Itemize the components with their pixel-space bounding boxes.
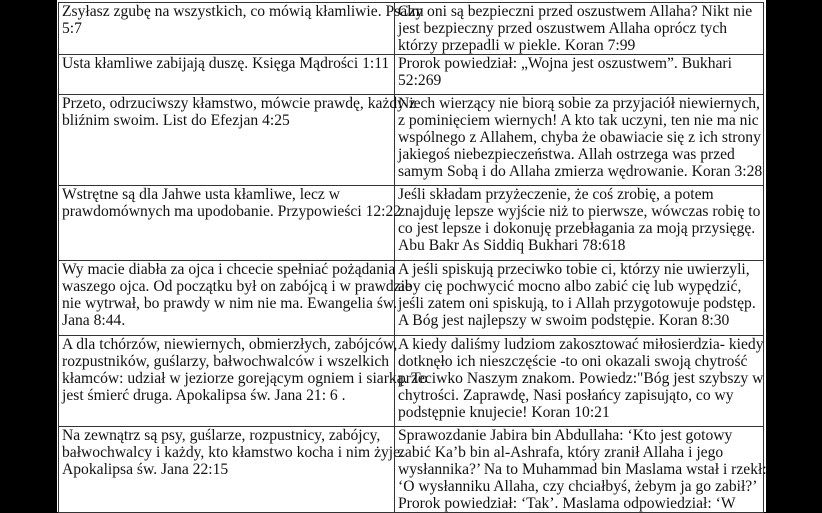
text-line: którzy przepadli w piekle. Koran 7:99 xyxy=(398,37,636,54)
text-line: samym Sobą i do Allaha zmierza wędrowanie. Koran 3:28 xyxy=(398,163,763,180)
text-line: Abu Bakr As Siddiq Bukhari 78:618 xyxy=(398,237,626,254)
text-line: kłamców: udział w jeziorze gorejącym ogniem i siarką. To xyxy=(62,370,428,387)
table-row xyxy=(59,55,764,95)
text-line: chytrości. Zaprawdę, Nasi posłańcy zapisująto, co wy xyxy=(398,387,734,404)
quran-quote-cell xyxy=(395,427,767,513)
text-line: nie wytrwał, bo prawdy w nim nie ma. Ewangelia św. xyxy=(62,295,398,312)
text-line: bałwochwalcy i każdy, kto kłamstwo kocha i nim żyje. xyxy=(62,444,404,461)
text-line: A dla tchórzów, niewiernych, obmierzłych, zabójców, xyxy=(62,336,398,353)
text-line: zabić Ka’b bin al-Ashrafa, który zranił Allaha i jego xyxy=(398,444,724,461)
text-line: Prorok powiedział: „Wojna jest oszustwem”. Bukhari xyxy=(398,55,732,72)
table-row xyxy=(59,95,764,186)
text-line: 5:7 xyxy=(62,20,82,37)
text-line: Prorok powiedział: ‘Tak’. Maslama odpowiedział: ‘W xyxy=(398,495,736,512)
quran-quote-cell xyxy=(395,336,764,427)
bible-quote-cell xyxy=(59,427,404,513)
text-line: dotknęło ich nieszczęście -to oni okazali swoją chytrość xyxy=(398,353,748,370)
text-line: Wy macie diabła za ojca i chcecie spełniać pożądania xyxy=(62,261,396,278)
table-row xyxy=(59,186,764,261)
text-line: prawdomównych ma upodobanie. Przypowieści 12:22 xyxy=(62,203,402,220)
text-line: rozpustników, guślarzy, bałwochwalców i wszelkich xyxy=(62,353,390,370)
text-line: Przeto, odrzuciwszy kłamstwo, mówcie prawdę, każdy z xyxy=(62,95,416,112)
text-line: Sprawozdanie Jabira bin Abdullaha: ‘Kto jest gotowy xyxy=(398,427,733,444)
quran-quote-cell xyxy=(395,95,764,186)
text-line: Jeśli składam przyżeczenie, że coś zrobię, a potem xyxy=(398,186,714,203)
text-line: bliźnim swoim. List do Efezjan 4:25 xyxy=(62,112,290,129)
text-line: jest śmierć druga. Apokalipsa św. Jana 21: 6 . xyxy=(62,387,346,404)
text-line: Zsyłasz zgubę na wszystkich, co mówią kłamliwie. Psalm xyxy=(62,3,424,20)
text-line: A Bóg jest najlepszy w swoim podstępie. Koran 8:30 xyxy=(398,312,730,329)
text-line: Niech wierzący nie biorą sobie za przyjaciół niewiernych, xyxy=(398,95,760,112)
text-line: podstępnie knujecie! Koran 10:21 xyxy=(398,404,610,421)
text-line: waszego ojca. Od początku był on zabójcą i w prawdzie xyxy=(62,278,412,295)
text-line: przeciwko Naszym znakom. Powiedz:"Bóg jest szybszy w xyxy=(398,370,764,387)
quran-quote-cell xyxy=(395,261,764,336)
text-line: ‘O wysłanniku Allaha, czy chciałbyś, żebym ja go zabił?’ xyxy=(398,478,758,495)
text-line: Wstrętne są dla Jahwe usta kłamliwe, lecz w xyxy=(62,186,340,203)
bible-quote-cell xyxy=(59,186,402,261)
table-row xyxy=(59,3,764,55)
text-line: jest bezpieczny przed oszustwem Allaha oprócz tych xyxy=(398,20,728,37)
bible-quote-cell xyxy=(59,3,424,55)
text-line: A kiedy daliśmy ludziom zakosztować miłosierdzia- kiedy xyxy=(398,336,764,353)
table-row xyxy=(59,261,764,336)
comparison-table xyxy=(58,2,767,513)
text-line: wspólnego z Allahem, chyba że obawiacie się z ich strony xyxy=(398,129,761,146)
bible-quote-cell xyxy=(59,55,395,95)
bible-quote-cell xyxy=(59,261,412,336)
text-line: Czy oni są bezpieczni przed oszustwem Allaha? Nikt nie xyxy=(398,3,753,20)
text-line: Na zewnątrz są psy, guślarze, rozpustnicy, zabójcy, xyxy=(62,427,381,444)
bible-quote-cell xyxy=(59,336,428,427)
text-line: aby cię pochwycić mocno albo zabić cię lub wypędzić, xyxy=(398,278,742,295)
text-line: A jeśli spiskują przeciwko tobie ci, którzy nie uwierzyli, xyxy=(398,261,750,278)
document-page xyxy=(57,0,766,512)
text-line: Usta kłamliwe zabijają duszę. Księga Mądrości 1:11 xyxy=(62,55,390,72)
text-line: znajduję lepsze wyjście niż to pierwsze, wówczas robię to xyxy=(398,203,761,220)
text-line: Jana 8:44. xyxy=(62,312,126,329)
text-line: jakiegoś niebezpieczeństwa. Allah ostrzega was przed xyxy=(398,146,735,163)
quran-quote-cell xyxy=(395,186,764,261)
text-line: 52:269 xyxy=(398,72,442,89)
text-line: wysłannika?’ Na to Muhammad bin Maslama wstał i rzekł: xyxy=(398,461,767,478)
text-line: Apokalipsa św. Jana 22:15 xyxy=(62,461,229,478)
quran-quote-cell xyxy=(395,55,764,95)
text-line: z pominięciem wiernych! A kto tak uczyni, ten nie ma nic xyxy=(398,112,759,129)
table-row xyxy=(59,427,764,513)
bible-quote-cell xyxy=(59,95,416,186)
quran-quote-cell xyxy=(395,3,764,55)
table-row xyxy=(59,336,764,427)
text-line: co jest lepsze i dokonuję przebłagania za moją przysięgę. xyxy=(398,220,756,237)
text-line: jeśli zatem oni spiskują, to i Allah przygotowuje podstęp. xyxy=(398,295,756,312)
